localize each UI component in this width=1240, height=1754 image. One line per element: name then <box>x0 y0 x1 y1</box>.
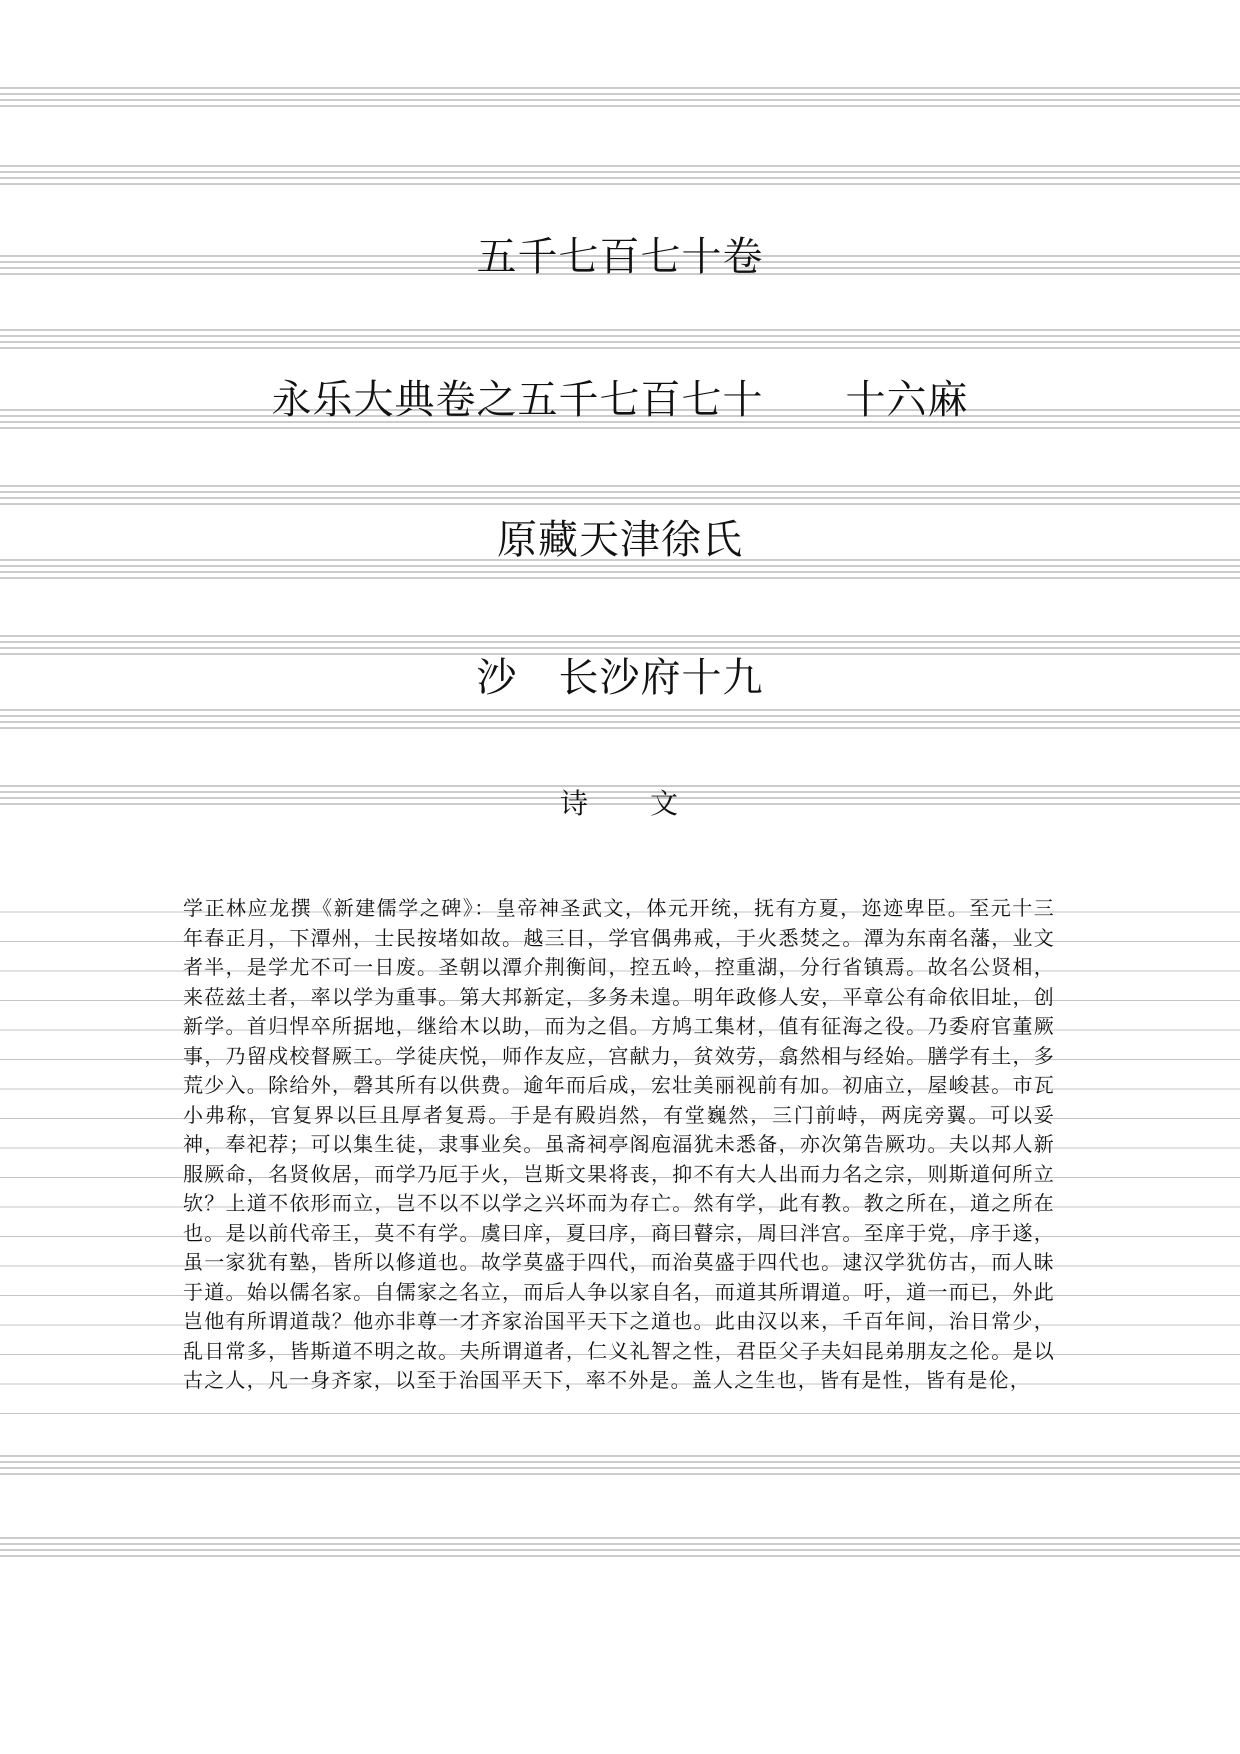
book-title: 永乐大典卷之五千七百七十 十六麻 <box>271 377 969 423</box>
section-label: 诗 文 <box>559 787 680 820</box>
volume-title: 五千七百七十卷 <box>476 234 764 280</box>
entry-heading: 沙 长沙府十九 <box>476 655 764 701</box>
provenance-line: 原藏天津徐氏 <box>497 517 743 563</box>
body-paragraph: 学正林应龙撰《新建儒学之碑》：皇帝神圣武文，体元开统，抚有方夏，迩迹卑臣。至元十三年春正月，下潭州，士民按堵如故。越三日，学官偶弗戒，于火悉焚之。潭为东南名藩，业文者半，是学尤不可一日废。圣朝以潭介荆衡间，控五岭，控重湖，分行省镇焉。故名公贤相，来莅兹土者，率以学为重事。第大邦新定，多务未遑。明年政修人安，平章公有命依旧址，创新学。首归悍卒所据地，继给木以助，而为之倡。方鸠工集材，值有征海之役。乃委府官董厥事，乃留戍校督厥工。学徒庆悦，师作友应，宫献力，贫效劳，翕然相与经始。膳学有土，多荒少入。除给外，磬其所有以供费。逾年而后成，宏壮美丽视前有加。初庙立，屋峻甚。市瓦小弗称，官复界以巨且厚者复焉。于是有殿岿然，有堂巍然，三门前峙，两庑旁翼。可以妥神，奉祀荐；可以集生徒，隶事业矣。虽斋祠亭阁庖湢犹未悉备，亦次第告厥功。夫以邦人新服厥命，名贤攸居，而学乃厄于火，岂斯文果将丧，抑不有大人出而力名之宗，则斯道何所立欤？上道不依形而立，岂不以不以学之兴坏而为存亡。然有学，此有教。教之所在，道之所在也。是以前代帝王，莫不有学。虞曰庠，夏曰序，商曰瞽宗，周曰泮宫。至庠于党，序于遂，虽一家犹有塾，皆所以修道也。故学莫盛于四代，而治莫盛于四代也。逮汉学犹仿古，而人昧于道。始以儒名家。自儒家之名立，而后人争以家自名，而道其所谓道。吁，道一而已，外此岂他有所谓道哉？他亦非尊一才齐家治国平天下之道也。此由汉以来，千百年间，治日常少，乱日常多，皆斯道不明之故。夫所谓道者，仁义礼智之性，君臣父子夫妇昆弟朋友之伦。是以古之人，凡一身齐家，以至于治国平天下，率不外是。盖人之生也，皆有是性，皆有是伦， <box>183 896 1055 1392</box>
